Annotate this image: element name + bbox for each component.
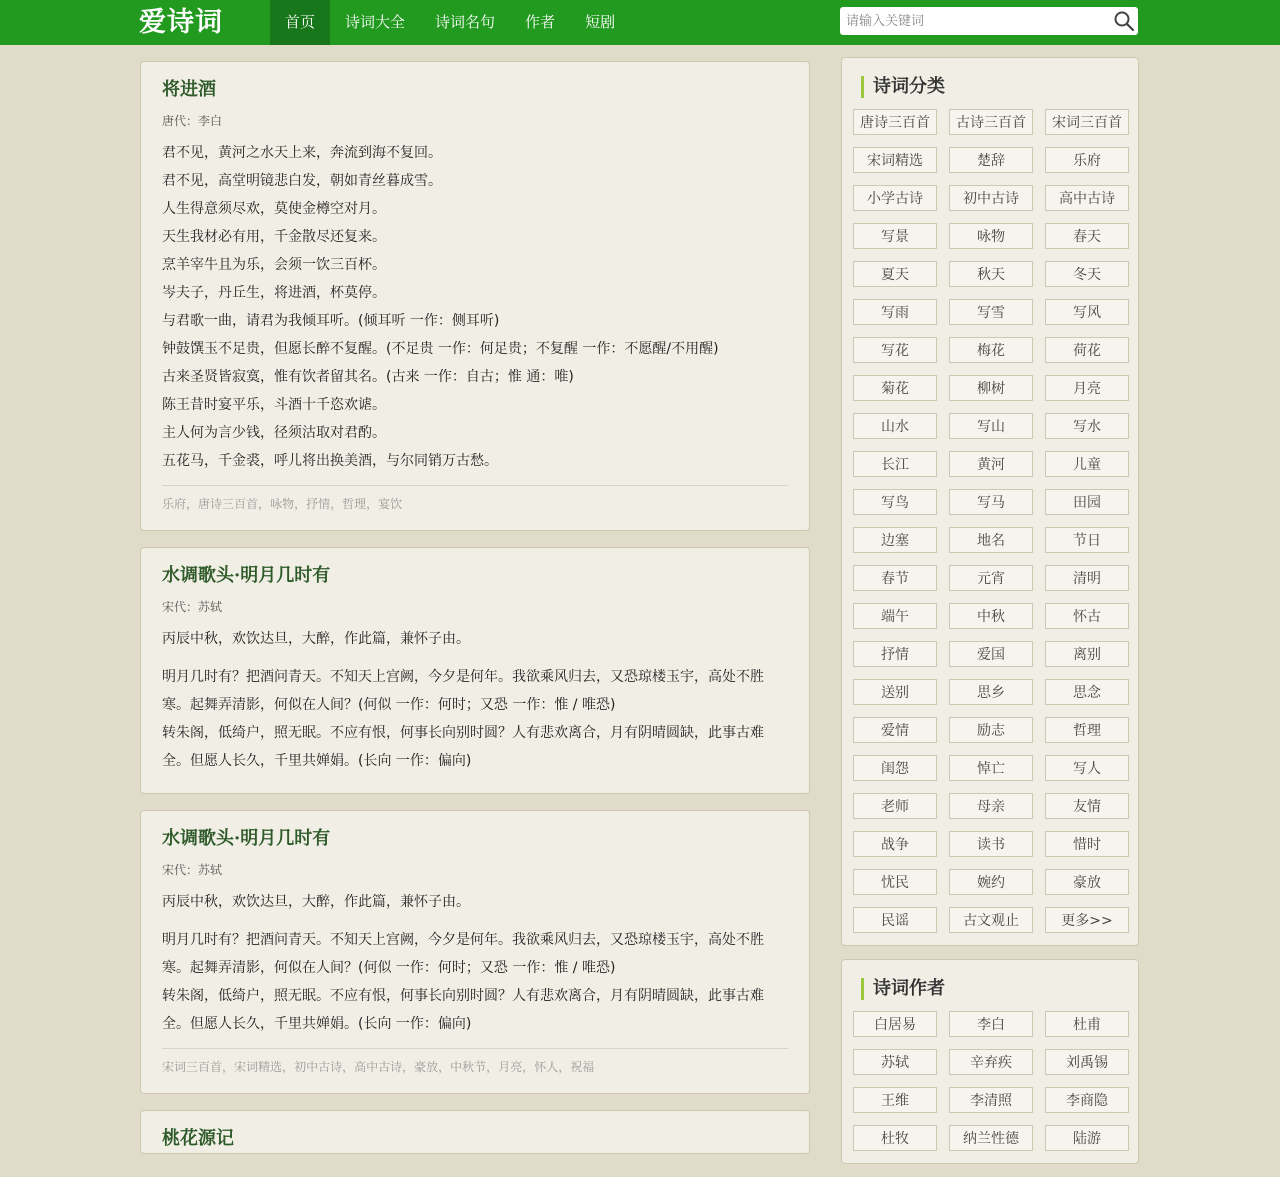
- category-grid: [853, 109, 1128, 933]
- category-link[interactable]: 柳树: [949, 375, 1033, 401]
- category-link[interactable]: 荷花: [1045, 337, 1129, 363]
- category-link[interactable]: 豪放: [1045, 869, 1129, 895]
- poem-tag-link[interactable]: 唐诗三百首: [198, 497, 259, 511]
- category-link[interactable]: 乐府: [1045, 147, 1129, 173]
- category-panel: [841, 57, 1139, 946]
- poem-line: 全。但愿人长久，千里共婵娟。(长向 一作：偏向): [162, 1016, 472, 1032]
- author-panel-title: 诗词作者: [861, 978, 1128, 1000]
- poem-paragraph: [162, 888, 788, 916]
- category-link[interactable]: 战争: [853, 831, 937, 857]
- category-link[interactable]: 地名: [949, 527, 1033, 553]
- poem-tag-link[interactable]: 宴饮: [378, 497, 403, 511]
- category-link[interactable]: 写雨: [853, 299, 937, 325]
- category-link[interactable]: 哲理: [1045, 717, 1129, 743]
- poem-tag-link[interactable]: 初中古诗: [294, 1060, 343, 1074]
- author-link[interactable]: 白居易: [853, 1011, 937, 1037]
- category-link[interactable]: 节日: [1045, 527, 1129, 553]
- poem-line: 转朱阁，低绮户，照无眠。不应有恨，何事长向别时圆？人有悲欢离合，月有阴晴圆缺，此事古难: [162, 725, 764, 741]
- poem-tag-link[interactable]: 豪放: [414, 1060, 439, 1074]
- poem-line: 明月几时有？把酒问青天。不知天上宫阙，今夕是何年。我欲乘风归去，又恐琼楼玉宇，高处不胜: [162, 669, 764, 685]
- category-link[interactable]: 宋词三百首: [1045, 109, 1129, 135]
- poem-body: [162, 888, 788, 1038]
- poem-card: [140, 547, 810, 794]
- category-link[interactable]: 宋词精选: [853, 147, 937, 173]
- sidebar: [841, 57, 1139, 1177]
- category-link[interactable]: 黄河: [949, 451, 1033, 477]
- poem-paragraph: [162, 139, 788, 475]
- poem-paragraph: [162, 625, 788, 653]
- author-panel: [841, 959, 1139, 1164]
- category-link[interactable]: 离别: [1045, 641, 1129, 667]
- poem-tags: 宋词三百首，宋词精选，初中古诗，高中古诗，豪放，中秋节，月亮，怀人，祝福: [162, 1048, 788, 1093]
- category-link[interactable]: 高中古诗: [1045, 185, 1129, 211]
- poem-line: 全。但愿人长久，千里共婵娟。(长向 一作：偏向): [162, 753, 472, 769]
- poem-line: 丙辰中秋，欢饮达旦，大醉，作此篇，兼怀子由。: [162, 631, 470, 647]
- author-link[interactable]: 陆游: [1045, 1125, 1129, 1151]
- poem-line: 君不见，黄河之水天上来，奔流到海不复回。: [162, 145, 442, 161]
- poem-body: [162, 625, 788, 775]
- search-button[interactable]: [1112, 9, 1136, 33]
- category-link[interactable]: 思念: [1045, 679, 1129, 705]
- category-link[interactable]: 写山: [949, 413, 1033, 439]
- category-link[interactable]: 春节: [853, 565, 937, 591]
- category-link[interactable]: 悼亡: [949, 755, 1033, 781]
- poem-paragraph: [162, 926, 788, 1038]
- poem-tag-link[interactable]: 哲理: [342, 497, 367, 511]
- category-link[interactable]: 中秋: [949, 603, 1033, 629]
- category-panel-title: 诗词分类: [861, 76, 1128, 98]
- poem-line: 转朱阁，低绮户，照无眠。不应有恨，何事长向别时圆？人有悲欢离合，月有阴晴圆缺，此事古难: [162, 988, 764, 1004]
- category-link[interactable]: 古文观止: [949, 907, 1033, 933]
- poem-line: 明月几时有？把酒问青天。不知天上宫阙，今夕是何年。我欲乘风归去，又恐琼楼玉宇，高处不胜: [162, 932, 764, 948]
- poem-title[interactable]: 水调歌头·明月几时有: [162, 828, 331, 849]
- poem-line: 钟鼓馔玉不足贵，但愿长醉不复醒。(不足贵 一作：何足贵；不复醒 一作：不愿醒/不用醒): [162, 341, 719, 357]
- poem-card: [140, 810, 810, 1094]
- poem-tag-link[interactable]: 咏物: [270, 497, 295, 511]
- category-link[interactable]: 月亮: [1045, 375, 1129, 401]
- category-link[interactable]: 元宵: [949, 565, 1033, 591]
- nav-item[interactable]: 作者: [525, 13, 556, 31]
- author-grid: [853, 1011, 1128, 1151]
- main-nav: [270, 0, 630, 45]
- poem-line: 寒。起舞弄清影，何似在人间？(何似 一作：何时；又恐 一作：惟 / 唯恐): [162, 697, 616, 713]
- poem-tag-link[interactable]: 乐府: [162, 497, 187, 511]
- poem-title[interactable]: 桃花源记: [162, 1128, 234, 1149]
- category-link[interactable]: 楚辞: [949, 147, 1033, 173]
- category-link[interactable]: 清明: [1045, 565, 1129, 591]
- category-link[interactable]: 春天: [1045, 223, 1129, 249]
- category-link[interactable]: 写雪: [949, 299, 1033, 325]
- poem-tag-link[interactable]: 怀人: [534, 1060, 559, 1074]
- category-link[interactable]: 母亲: [949, 793, 1033, 819]
- category-link[interactable]: 写鸟: [853, 489, 937, 515]
- poem-author[interactable]: 唐代：李白: [162, 114, 223, 128]
- category-link[interactable]: 怀古: [1045, 603, 1129, 629]
- poem-card: [140, 61, 810, 531]
- poem-line: 君不见，高堂明镜悲白发，朝如青丝暮成雪。: [162, 173, 442, 189]
- poem-line: 寒。起舞弄清影，何似在人间？(何似 一作：何时；又恐 一作：惟 / 唯恐): [162, 960, 616, 976]
- category-link[interactable]: 闺怨: [853, 755, 937, 781]
- category-link[interactable]: 写风: [1045, 299, 1129, 325]
- top-nav-bar: [0, 0, 1280, 45]
- author-link[interactable]: 杜牧: [853, 1125, 937, 1151]
- category-link[interactable]: 惜时: [1045, 831, 1129, 857]
- nav-item[interactable]: 首页: [270, 0, 330, 45]
- poem-title[interactable]: 水调歌头·明月几时有: [162, 565, 331, 586]
- poem-line: 天生我材必有用，千金散尽还复来。: [162, 229, 386, 245]
- nav-item[interactable]: 短剧: [585, 13, 616, 31]
- category-link[interactable]: 端午: [853, 603, 937, 629]
- category-link[interactable]: 抒情: [853, 641, 937, 667]
- site-logo[interactable]: 爱诗词: [139, 7, 223, 38]
- category-link[interactable]: 长江: [853, 451, 937, 477]
- poem-line: 烹羊宰牛且为乐，会须一饮三百杯。: [162, 257, 386, 273]
- category-link[interactable]: 写人: [1045, 755, 1129, 781]
- poem-title[interactable]: 将进酒: [162, 79, 216, 100]
- author-link[interactable]: 苏轼: [853, 1049, 937, 1075]
- category-link[interactable]: 爱情: [853, 717, 937, 743]
- category-link[interactable]: 读书: [949, 831, 1033, 857]
- author-link[interactable]: 李白: [949, 1011, 1033, 1037]
- category-link[interactable]: 写水: [1045, 413, 1129, 439]
- category-link[interactable]: 咏物: [949, 223, 1033, 249]
- category-link[interactable]: 写花: [853, 337, 937, 363]
- category-link[interactable]: 边塞: [853, 527, 937, 553]
- author-link[interactable]: 纳兰性德: [949, 1125, 1033, 1151]
- author-link[interactable]: 王维: [853, 1087, 937, 1113]
- category-link[interactable]: 菊花: [853, 375, 937, 401]
- poem-paragraph: [162, 663, 788, 775]
- poem-tag-link[interactable]: 月亮: [498, 1060, 523, 1074]
- poem-line: 主人何为言少钱，径须沽取对君酌。: [162, 425, 386, 441]
- poem-tag-link[interactable]: 祝福: [570, 1060, 595, 1074]
- category-link[interactable]: 初中古诗: [949, 185, 1033, 211]
- category-link[interactable]: 小学古诗: [853, 185, 937, 211]
- nav-item[interactable]: 诗词名句: [435, 13, 496, 31]
- author-link[interactable]: 辛弃疾: [949, 1049, 1033, 1075]
- search-icon: [1112, 9, 1136, 33]
- category-link[interactable]: 更多>>: [1045, 907, 1129, 933]
- search-input[interactable]: [840, 7, 1102, 35]
- poem-tag-link[interactable]: 中秋节: [450, 1060, 487, 1074]
- poem-author[interactable]: 宋代：苏轼: [162, 863, 223, 877]
- category-link[interactable]: 儿童: [1045, 451, 1129, 477]
- category-link[interactable]: 秋天: [949, 261, 1033, 287]
- category-link[interactable]: 民谣: [853, 907, 937, 933]
- poem-tag-link[interactable]: 高中古诗: [354, 1060, 403, 1074]
- category-link[interactable]: 婉约: [949, 869, 1033, 895]
- search-box: [840, 7, 1138, 35]
- poem-line: 与君歌一曲，请君为我倾耳听。(倾耳听 一作：侧耳听): [162, 313, 500, 329]
- poem-line: 陈王昔时宴平乐，斗酒十千恣欢谑。: [162, 397, 386, 413]
- poem-list: [140, 61, 810, 1170]
- poem-line: 古来圣贤皆寂寞，惟有饮者留其名。(古来 一作：自古；惟 通：唯): [162, 369, 574, 385]
- author-link[interactable]: 刘禹锡: [1045, 1049, 1129, 1075]
- category-link[interactable]: 送别: [853, 679, 937, 705]
- category-link[interactable]: 梅花: [949, 337, 1033, 363]
- author-link[interactable]: 杜甫: [1045, 1011, 1129, 1037]
- poem-line: 人生得意须尽欢，莫使金樽空对月。: [162, 201, 386, 217]
- category-link[interactable]: 友情: [1045, 793, 1129, 819]
- category-link[interactable]: 古诗三百首: [949, 109, 1033, 135]
- category-link[interactable]: 田园: [1045, 489, 1129, 515]
- category-link[interactable]: 冬天: [1045, 261, 1129, 287]
- category-link[interactable]: 思乡: [949, 679, 1033, 705]
- nav-item[interactable]: 诗词大全: [345, 13, 406, 31]
- poem-tag-link[interactable]: 宋词精选: [234, 1060, 283, 1074]
- poem-body: [162, 139, 788, 475]
- category-link[interactable]: 忧民: [853, 869, 937, 895]
- poem-tag-link[interactable]: 宋词三百首: [162, 1060, 223, 1074]
- poem-line: 五花马，千金裘，呼儿将出换美酒，与尔同销万古愁。: [162, 453, 498, 469]
- poem-tags: 乐府，唐诗三百首，咏物，抒情，哲理，宴饮: [162, 485, 788, 530]
- author-link[interactable]: 李清照: [949, 1087, 1033, 1113]
- author-link[interactable]: 李商隐: [1045, 1087, 1129, 1113]
- category-link[interactable]: 山水: [853, 413, 937, 439]
- poem-line: 丙辰中秋，欢饮达旦，大醉，作此篇，兼怀子由。: [162, 894, 470, 910]
- poem-tag-link[interactable]: 抒情: [306, 497, 331, 511]
- category-link[interactable]: 爱国: [949, 641, 1033, 667]
- category-link[interactable]: 唐诗三百首: [853, 109, 937, 135]
- category-link[interactable]: 老师: [853, 793, 937, 819]
- category-link[interactable]: 写景: [853, 223, 937, 249]
- category-link[interactable]: 夏天: [853, 261, 937, 287]
- category-link[interactable]: 励志: [949, 717, 1033, 743]
- poem-author[interactable]: 宋代：苏轼: [162, 600, 223, 614]
- poem-line: 岑夫子，丹丘生，将进酒，杯莫停。: [162, 285, 386, 301]
- poem-card: [140, 1110, 810, 1154]
- category-link[interactable]: 写马: [949, 489, 1033, 515]
